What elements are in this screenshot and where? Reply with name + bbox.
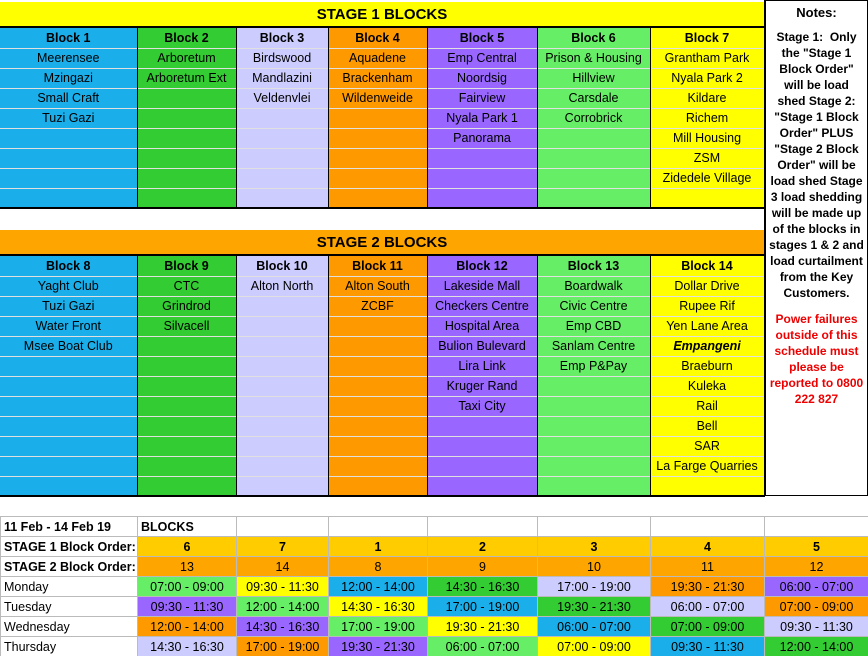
- block-area: [328, 188, 427, 208]
- block-area: Birdswood: [236, 48, 328, 68]
- block-area: Bell: [650, 416, 764, 436]
- notes-panel: [764, 0, 868, 496]
- block-area: [0, 456, 137, 476]
- block-area: [236, 296, 328, 316]
- stage2-order-value: 10: [538, 557, 651, 577]
- block-area: Emp Central: [427, 48, 537, 68]
- block-area: Panorama: [427, 128, 537, 148]
- block-area: [0, 376, 137, 396]
- block-header: Block 14: [650, 256, 764, 276]
- block-area: [427, 416, 537, 436]
- notes-warning: Power failures outside of this schedule must please be reported to 0800 222 827: [769, 312, 867, 406]
- stage2-order-value: 8: [329, 557, 428, 577]
- block-area: Emp P&Pay: [537, 356, 650, 376]
- block-area: [427, 436, 537, 456]
- block-area: [137, 168, 236, 188]
- block-area: [137, 128, 236, 148]
- block-area: Yen Lane Area: [650, 316, 764, 336]
- block-area: Grantham Park: [650, 48, 764, 68]
- block-area: [236, 188, 328, 208]
- stage2-order-row: [1, 557, 868, 577]
- block-row: [0, 356, 764, 376]
- block-area: [137, 336, 236, 356]
- block-header: Block 11: [328, 256, 427, 276]
- block-area: [0, 188, 137, 208]
- block-header: Block 1: [0, 28, 137, 48]
- schedule-header-row: [1, 517, 868, 537]
- block-header: Block 12: [427, 256, 537, 276]
- block-area: [328, 336, 427, 356]
- time-slot: 12:00 - 14:00: [765, 637, 868, 656]
- stage2-title: STAGE 2 BLOCKS: [0, 230, 764, 256]
- block-area: [0, 128, 137, 148]
- block-area: Msee Boat Club: [0, 336, 137, 356]
- block-area: [137, 436, 236, 456]
- block-area: [236, 128, 328, 148]
- block-area: [427, 456, 537, 476]
- block-area: [537, 376, 650, 396]
- time-slot: 14:30 - 16:30: [329, 597, 428, 617]
- block-area: Kildare: [650, 88, 764, 108]
- block-area: [427, 476, 537, 496]
- time-slot: 12:00 - 14:00: [138, 617, 237, 637]
- block-area: [537, 456, 650, 476]
- block-area: Water Front: [0, 316, 137, 336]
- blocks-label: BLOCKS: [138, 517, 237, 537]
- block-header: Block 7: [650, 28, 764, 48]
- block-area: Arboretum Ext: [137, 68, 236, 88]
- block-area: [0, 396, 137, 416]
- block-area: [328, 128, 427, 148]
- block-area: [137, 108, 236, 128]
- stage2-blocks-table: [0, 256, 765, 497]
- block-area: [236, 356, 328, 376]
- block-area: [537, 476, 650, 496]
- block-row: [0, 128, 764, 148]
- time-slot: 17:00 - 19:00: [428, 597, 538, 617]
- block-header: Block 8: [0, 256, 137, 276]
- block-row: [0, 296, 764, 316]
- block-row: [0, 276, 764, 296]
- block-header: Block 13: [537, 256, 650, 276]
- block-area: Richem: [650, 108, 764, 128]
- block-area: Small Craft: [0, 88, 137, 108]
- block-area: Mandlazini: [236, 68, 328, 88]
- block-area: Bulion Bulevard: [427, 336, 537, 356]
- block-area: Brackenham: [328, 68, 427, 88]
- block-row: [0, 436, 764, 456]
- block-area: Mill Housing: [650, 128, 764, 148]
- block-header: Block 4: [328, 28, 427, 48]
- block-area: [137, 188, 236, 208]
- block-area: [137, 476, 236, 496]
- block-row: [0, 396, 764, 416]
- time-slot: 09:30 - 11:30: [651, 637, 765, 656]
- schedule-day-row: [1, 577, 868, 597]
- block-area: [427, 168, 537, 188]
- stage1-order-value: 1: [329, 537, 428, 557]
- block-area: [537, 416, 650, 436]
- block-area: [137, 376, 236, 396]
- stage1-order-value: 2: [428, 537, 538, 557]
- block-area: Alton North: [236, 276, 328, 296]
- block-row: [0, 68, 764, 88]
- block-header: Block 2: [137, 28, 236, 48]
- block-area: [537, 188, 650, 208]
- stage1-order-value: 7: [237, 537, 329, 557]
- block-area: Lira Link: [427, 356, 537, 376]
- block-area: [236, 168, 328, 188]
- block-area: Kruger Rand: [427, 376, 537, 396]
- block-area: [328, 356, 427, 376]
- schedule-table: [0, 516, 868, 656]
- block-area: [537, 168, 650, 188]
- block-area: SAR: [650, 436, 764, 456]
- block-row: [0, 456, 764, 476]
- block-area: [328, 316, 427, 336]
- time-slot: 19:30 - 21:30: [428, 617, 538, 637]
- block-area: [236, 316, 328, 336]
- block-area: La Farge Quarries: [650, 456, 764, 476]
- time-slot: 07:00 - 09:00: [138, 577, 237, 597]
- schedule-day-row: [1, 637, 868, 656]
- block-area: Braeburn: [650, 356, 764, 376]
- block-header: Block 5: [427, 28, 537, 48]
- notes-body: Stage 1: Only the "Stage 1 Block Order" will be load shed Stage 2: "Stage 1 Block Order" PLUS "Stage 2 Block Order" will be load shed Stage 3 load shedding will be made up of the blocks in stages 1 & 2 and load curtailment from the Key Customers.: [769, 30, 868, 300]
- time-slot: 17:00 - 19:00: [329, 617, 428, 637]
- block-header: Block 6: [537, 28, 650, 48]
- stage1-blocks-table: [0, 28, 765, 209]
- block-area: Sanlam Centre: [537, 336, 650, 356]
- block-area: Nyala Park 1: [427, 108, 537, 128]
- time-slot: 06:00 - 07:00: [428, 637, 538, 656]
- block-area: [0, 168, 137, 188]
- block-area: Alton South: [328, 276, 427, 296]
- time-slot: 17:00 - 19:00: [538, 577, 651, 597]
- schedule-day-row: [1, 617, 868, 637]
- block-area: Boardwalk: [537, 276, 650, 296]
- block-area: Tuzi Gazi: [0, 108, 137, 128]
- block-area: [328, 456, 427, 476]
- block-area: Dollar Drive: [650, 276, 764, 296]
- block-area: [0, 436, 137, 456]
- stage2-order-value: 13: [138, 557, 237, 577]
- schedule-day-row: [1, 597, 868, 617]
- block-area: [137, 148, 236, 168]
- day-label: Thursday: [1, 637, 138, 656]
- block-header: Block 9: [137, 256, 236, 276]
- time-slot: 19:30 - 21:30: [651, 577, 765, 597]
- block-row: [0, 148, 764, 168]
- block-area: Noordsig: [427, 68, 537, 88]
- stage2-order-value: 12: [765, 557, 868, 577]
- block-area: CTC: [137, 276, 236, 296]
- block-area: [537, 396, 650, 416]
- block-area: Rupee Rif: [650, 296, 764, 316]
- block-area: Checkers Centre: [427, 296, 537, 316]
- time-slot: 17:00 - 19:00: [237, 637, 329, 656]
- block-area: Lakeside Mall: [427, 276, 537, 296]
- block-area: Prison & Housing: [537, 48, 650, 68]
- block-area: [328, 376, 427, 396]
- stage1-title: STAGE 1 BLOCKS: [0, 2, 764, 28]
- block-area: [537, 148, 650, 168]
- time-slot: 12:00 - 14:00: [329, 577, 428, 597]
- block-row: [0, 416, 764, 436]
- block-area: Hillview: [537, 68, 650, 88]
- block-area: Meerensee: [0, 48, 137, 68]
- stage2-order-value: 11: [651, 557, 765, 577]
- block-area: Silvacell: [137, 316, 236, 336]
- block-area: [236, 476, 328, 496]
- block-area: [537, 436, 650, 456]
- block-row: [0, 48, 764, 68]
- block-row: [0, 188, 764, 208]
- block-area: [0, 356, 137, 376]
- block-area: Corrobrick: [537, 108, 650, 128]
- block-area: Fairview: [427, 88, 537, 108]
- block-area: [236, 336, 328, 356]
- block-row: [0, 336, 764, 356]
- block-area: [328, 148, 427, 168]
- block-area: [328, 436, 427, 456]
- block-area: Nyala Park 2: [650, 68, 764, 88]
- block-area: [137, 396, 236, 416]
- time-slot: 07:00 - 09:00: [651, 617, 765, 637]
- time-slot: 12:00 - 14:00: [237, 597, 329, 617]
- stage1-order-value: 5: [765, 537, 868, 557]
- block-area: ZSM: [650, 148, 764, 168]
- block-area: [537, 128, 650, 148]
- block-row: [0, 168, 764, 188]
- block-area: [0, 416, 137, 436]
- block-area: [0, 148, 137, 168]
- block-area: [137, 456, 236, 476]
- block-row: [0, 88, 764, 108]
- block-area: [328, 108, 427, 128]
- time-slot: 09:30 - 11:30: [765, 617, 868, 637]
- block-area: ZCBF: [328, 296, 427, 316]
- day-label: Tuesday: [1, 597, 138, 617]
- time-slot: 06:00 - 07:00: [538, 617, 651, 637]
- block-area: Yaght Club: [0, 276, 137, 296]
- stage1-order-value: 6: [138, 537, 237, 557]
- stage1-order-label: STAGE 1 Block Order:: [1, 537, 138, 557]
- time-slot: 06:00 - 07:00: [651, 597, 765, 617]
- block-area: [236, 108, 328, 128]
- block-area: [328, 416, 427, 436]
- block-area: [328, 476, 427, 496]
- date-range: 11 Feb - 14 Feb 19: [1, 517, 138, 537]
- block-area: Rail: [650, 396, 764, 416]
- block-area: Hospital Area: [427, 316, 537, 336]
- block-header: Block 10: [236, 256, 328, 276]
- block-row: [0, 376, 764, 396]
- block-area: [236, 376, 328, 396]
- block-area: Empangeni: [650, 336, 764, 356]
- block-area: [137, 416, 236, 436]
- time-slot: 19:30 - 21:30: [329, 637, 428, 656]
- block-area: [236, 396, 328, 416]
- block-area: [236, 148, 328, 168]
- block-area: Mzingazi: [0, 68, 137, 88]
- stage2-order-value: 14: [237, 557, 329, 577]
- time-slot: 07:00 - 09:00: [765, 597, 868, 617]
- block-area: [236, 436, 328, 456]
- notes-title: Notes:: [796, 5, 837, 20]
- time-slot: 14:30 - 16:30: [237, 617, 329, 637]
- time-slot: 14:30 - 16:30: [138, 637, 237, 656]
- time-slot: 09:30 - 11:30: [138, 597, 237, 617]
- block-area: [650, 188, 764, 208]
- day-label: Wednesday: [1, 617, 138, 637]
- block-area: Arboretum: [137, 48, 236, 68]
- time-slot: 19:30 - 21:30: [538, 597, 651, 617]
- block-area: Carsdale: [537, 88, 650, 108]
- block-area: [137, 88, 236, 108]
- block-area: [236, 416, 328, 436]
- block-area: Taxi City: [427, 396, 537, 416]
- time-slot: 07:00 - 09:00: [538, 637, 651, 656]
- block-area: Emp CBD: [537, 316, 650, 336]
- block-area: Kuleka: [650, 376, 764, 396]
- stage1-order-value: 3: [538, 537, 651, 557]
- block-header: Block 3: [236, 28, 328, 48]
- block-row: [0, 476, 764, 496]
- block-area: [0, 476, 137, 496]
- block-area: [650, 476, 764, 496]
- block-area: Wildenweide: [328, 88, 427, 108]
- stage2-order-value: 9: [428, 557, 538, 577]
- day-label: Monday: [1, 577, 138, 597]
- stage1-order-row: [1, 537, 868, 557]
- block-area: [427, 148, 537, 168]
- stage1-order-value: 4: [651, 537, 765, 557]
- stage2-order-label: STAGE 2 Block Order:: [1, 557, 138, 577]
- block-area: Zidedele Village: [650, 168, 764, 188]
- block-area: [427, 188, 537, 208]
- block-area: Veldenvlei: [236, 88, 328, 108]
- block-row: [0, 108, 764, 128]
- block-area: Grindrod: [137, 296, 236, 316]
- block-area: Civic Centre: [537, 296, 650, 316]
- time-slot: 06:00 - 07:00: [765, 577, 868, 597]
- block-area: Tuzi Gazi: [0, 296, 137, 316]
- block-area: [137, 356, 236, 376]
- block-area: Aquadene: [328, 48, 427, 68]
- time-slot: 09:30 - 11:30: [237, 577, 329, 597]
- block-row: [0, 316, 764, 336]
- block-area: [328, 396, 427, 416]
- time-slot: 14:30 - 16:30: [428, 577, 538, 597]
- block-area: [236, 456, 328, 476]
- block-area: [328, 168, 427, 188]
